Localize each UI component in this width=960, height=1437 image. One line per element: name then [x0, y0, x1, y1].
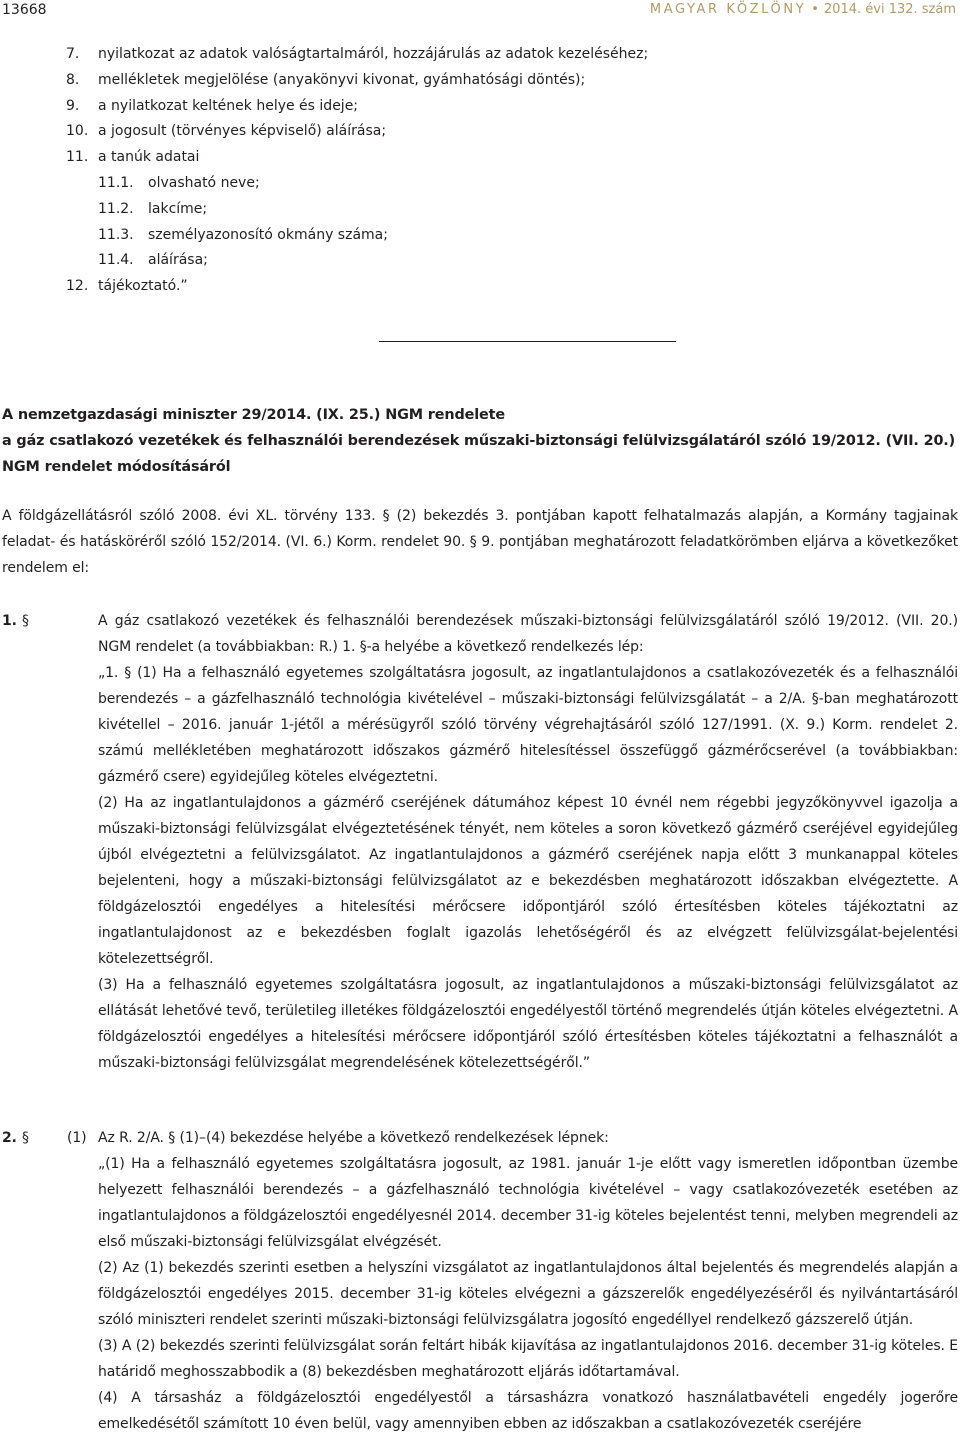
- list-item: [0, 199, 960, 225]
- paragraph: (2) Az (1) bekezdés szerinti esetben a helyszíni vizsgálatot az ingatlantulajdonos által bejelentés és megrendelés alapján a földgázelosztói engedélyes 2015. december 31-ig köteles elvégezni a gázszerelők engedélyezéséről és nyilvántartásáról szóló miniszteri rendelet szerinti műszaki-biztonsági felülvizsgálatra jogosító engedéllyel rendelkező gázszerelő útján.: [98, 1260, 958, 1328]
- section-body: [98, 1125, 958, 1437]
- list-item-number: 8.: [66, 71, 80, 88]
- decree-preamble: A földgázellátásról szóló 2008. évi XL. törvény 133. § (2) bekezdés 3. pontjában kapott felhatalmazás alapján, a Kormány tagjainak feladat- és hatásköréről szóló 152/2014. (VI. 6.) Korm. rendelet 90. § 9. pontjában meghatározott feladatkörömben eljárva a következőket rendelem el:: [2, 508, 958, 576]
- paragraph: (3) Ha a felhasználó egyetemes szolgáltatásra jogosult, az ingatlantulajdonos a műszaki-biztonsági felülvizsgálatot az ellátását lehetővé tevő, területileg illetékes földgázelosztói engedélyestől történő megrendelés útján köteles elvégeztetni. A földgázelosztói engedélyes a hitelesítési mérőcsere időpontjáról szóló értesítésben köteles tájékoztatni a felhasználót a műszaki-biztonsági felülvizsgálat megrendelésének kötelezettségéről.”: [98, 977, 958, 1071]
- decree-subtitle: a gáz csatlakozó vezetékek és felhasználói berendezések műszaki-biztonsági felülvizsgálatáról szóló 19/2012. (VII. 20.) NGM rendelet módosításáról: [2, 433, 956, 475]
- section-body: [98, 608, 958, 1076]
- list-item-number: 12.: [66, 278, 89, 295]
- list-item: [0, 173, 960, 199]
- section-intro: Az R. 2/A. § (1)–(4) bekezdése helyébe a következő rendelkezések lépnek:: [98, 1130, 609, 1146]
- list-item-text: tájékoztató.”: [98, 278, 188, 295]
- paragraph: (2) Ha az ingatlantulajdonos a gázmérő cseréjének dátumához képest 10 évnél nem régebbi jegyzőkönyvvel igazolja a műszaki-biztonsági felülvizsgálat elvégeztetésének tényét, nem köteles a soron következő gázmérő cseréjével egyidejűleg újból elvégeztetni a felülvizsgálatot. Az ingatlantulajdonos a gázmérő cseréjének napja előtt 3 munkanappal köteles bejelenteni, hogy a műszaki-biztonsági felülvizsgálatot az e bekezdésben meghatározott időszakban elvégeztette. A földgázelosztói engedélyes a hitelesítési mérőcsere időpontjáról szóló értesítésben köteles tájékoztatni az ingatlantulajdonost az e bekezdésben foglalt igazolás lehetőségéről és az elvégzett felülvizsgálat-bejelentési kötelezettségről.: [98, 795, 958, 967]
- section-number: 2.: [2, 1130, 17, 1146]
- section-intro: A gáz csatlakozó vezetékek és felhasználói berendezések műszaki-biztonsági felülvizsgálatáról szóló 19/2012. (VII. 20.) NGM rendelet (a továbbiakban: R.) 1. §-a helyébe a következő rendelkezés lép:: [98, 613, 958, 655]
- list-item: [0, 147, 960, 173]
- list-item-number: 11.4.: [98, 252, 134, 269]
- list-item-text: a nyilatkozat keltének helye és ideje;: [98, 97, 359, 114]
- page-header: [0, 0, 960, 20]
- list-item-text: aláírása;: [148, 252, 208, 269]
- list-item-number: 11.3.: [98, 226, 134, 243]
- separator-dot: •: [811, 2, 819, 17]
- paragraph: (4) A társasház a földgázelosztói engedélyestől a társasházra vonatkozó használatbavételi engedély jogerőre emelkedésétől számított 10 éven belül, vagy amennyiben ebben az időszakban a csatlakozóvezeték cseréjére: [98, 1390, 958, 1432]
- list-item-text: a tanúk adatai: [98, 149, 200, 166]
- page-number: 13668: [2, 2, 47, 18]
- numbered-list: [0, 44, 960, 302]
- section-symbol: §: [22, 613, 29, 629]
- list-item-text: lakcíme;: [148, 200, 208, 217]
- section-divider: [379, 341, 676, 342]
- list-item-number: 9.: [66, 97, 80, 114]
- list-item-text: mellékletek megjelölése (anyakönyvi kivonat, gyámhatósági döntés);: [98, 71, 586, 88]
- list-item: [0, 44, 960, 70]
- list-item: [0, 121, 960, 147]
- subsection-number: (1): [67, 1130, 87, 1146]
- paragraph: „(1) Ha a felhasználó egyetemes szolgáltatásra jogosult, az 1981. január 1-je előtt vagy ismeretlen időpontban üzembe helyezett felhasználói berendezés – a gázfelhasználó technológia kivételével – vagy csatlakozóvezeték esetében az ingatlantulajdonos a földgázelosztói engedélyesnél 2014. december 31-ig köteles bejelentést tenni, melyben megrendeli az első műszaki-biztonsági felülvizsgálat elvégzését.: [98, 1156, 958, 1250]
- list-item: [0, 250, 960, 276]
- list-item-number: 11.1.: [98, 174, 134, 191]
- list-item-text: a jogosult (törvényes képviselő) aláírása;: [98, 123, 387, 140]
- section-number: 1.: [2, 613, 17, 629]
- list-item-number: 11.: [66, 149, 89, 166]
- list-item-number: 10.: [66, 123, 89, 140]
- list-item-text: olvasható neve;: [148, 174, 260, 191]
- list-item-number: 11.2.: [98, 200, 134, 217]
- list-item: [0, 276, 960, 302]
- running-title: [650, 0, 956, 20]
- list-item: [0, 70, 960, 96]
- paragraph: (3) A (2) bekezdés szerinti felülvizsgálat során feltárt hibák kijavítása az ingatlantulajdonos 2016. december 31-ig köteles. E határidő meghosszabbodik a (8) bekezdésben meghatározott eljárás időtartamával.: [98, 1338, 958, 1380]
- paragraph: „1. § (1) Ha a felhasználó egyetemes szolgáltatásra jogosult, az ingatlantulajdonos a csatlakozóvezeték és a felhasználói berendezés – a gázfelhasználó technológia kivételével – műszaki-biztonsági felülvizsgálatát – a 2/A. §-ban meghatározott kivétellel – 2016. január 1-jétől a mérésügyről szóló törvény végrehajtásáról szóló 127/1991. (X. 9.) Korm. rendelet 2. számú mellékletében meghatározott időszakos gázmérő hitelesítéssel összefüggő gázmérőcserével (a továbbiakban: gázmérő csere) egyidejűleg köteles elvégeztetni.: [98, 665, 958, 785]
- list-item-text: nyilatkozat az adatok valóságtartalmáról, hozzájárulás az adatok kezeléséhez;: [98, 46, 649, 62]
- list-item: [0, 225, 960, 251]
- list-item-text: személyazonosító okmány száma;: [148, 226, 388, 243]
- decree-title: [2, 402, 958, 480]
- journal-name: MAGYAR KÖZLÖNY: [649, 2, 807, 17]
- list-item: [0, 96, 960, 122]
- section-symbol: §: [22, 1130, 29, 1146]
- decree-title-line: A nemzetgazdasági miniszter 29/2014. (IX. 25.) NGM rendelete: [2, 407, 505, 423]
- list-item-number: 7.: [66, 46, 80, 62]
- issue-label: 2014. évi 132. szám: [823, 2, 956, 17]
